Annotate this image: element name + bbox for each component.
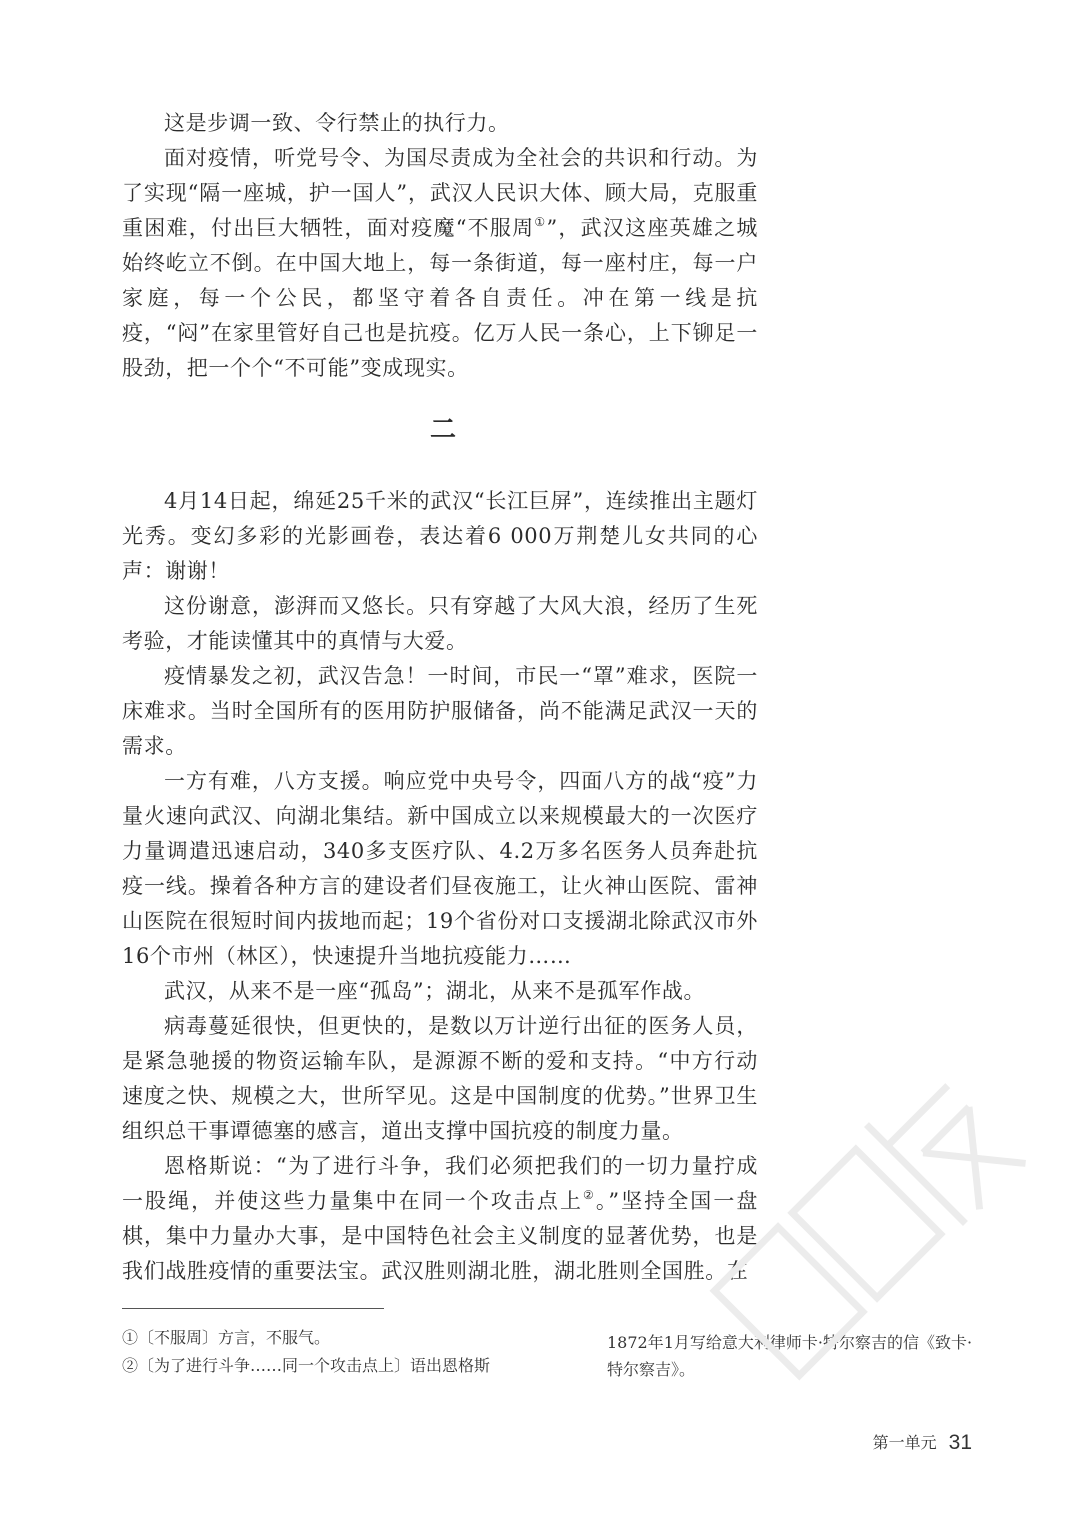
section-heading: 二 (429, 415, 456, 445)
paragraph-text: 面对疫情，听党号令、为国尽责成为全社会的共识和行动。为了实现“隔一座城，护一国人”，武汉人民识大体、顾大局，克服重重困难，付出巨大牺牲，面对疫魔“不服周 (122, 146, 758, 240)
footnote-2: ②〔为了进行斗争……同一个攻击点上〕语出恩格斯 (122, 1356, 491, 1375)
paragraph: 病毒蔓延很快，但更快的，是数以万计逆行出征的医务人员，是紧急驰援的物资运输车队，是源源不断的爱和支持。“中方行动速度之快、规模之大，世所罕见。这是中国制度的优势。”世界卫生组织总干事谭德塞的感言，道出支撑中国抗疫的制度力量。 (122, 1014, 758, 1143)
body-text-top (122, 106, 758, 386)
footnote-1: ①〔不服周〕方言，不服气。 (122, 1328, 331, 1347)
footnotes (122, 1324, 592, 1380)
page-number: 31 (948, 1431, 972, 1454)
paragraph: 4月14日起，绵延25千米的武汉“长江巨屏”，连续推出主题灯光秀。变幻多彩的光影画卷，表达着6 000万荆楚儿女共同的心声：谢谢！ (122, 489, 758, 583)
footnote-marker[interactable]: ② (583, 1188, 596, 1202)
paragraph: 疫情暴发之初，武汉告急！一时间，市民一“罩”难求，医院一床难求。当时全国所有的医用防护服储备，尚不能满足武汉一天的需求。 (122, 664, 758, 758)
page-footer (873, 1430, 972, 1455)
footnote-divider (122, 1308, 384, 1309)
footnote-marker[interactable]: ① (534, 215, 547, 229)
paragraph: 武汉，从来不是一座“孤岛”；湖北，从来不是孤军作战。 (164, 979, 706, 1003)
paragraph (122, 141, 758, 386)
paragraph-text: 恩格斯说：“为了进行斗争，我们必须把我们的一切力量拧成一股绳，并使这些力量集中在同一个攻击点上 (122, 1154, 758, 1213)
paragraph: 这份谢意，澎湃而又悠长。只有穿越了大风大浪，经历了生死考验，才能读懂其中的真情与大爱。 (122, 594, 758, 653)
paragraph (122, 1149, 758, 1289)
unit-label: 第一单元 (872, 1433, 937, 1452)
paragraph-text: 。”坚持全国一盘棋，集中力量办大事，是中国特色社会主义制度的显著优势，也是我们战胜疫情的重要法宝。武汉胜则湖北胜，湖北胜则全国胜。在 (122, 1189, 758, 1283)
body-text-bottom (122, 484, 758, 1289)
paragraph: 这是步调一致、令行禁止的执行力。 (164, 111, 510, 135)
paragraph: 一方有难，八方支援。响应党中央号令，四面八方的战“疫”力量火速向武汉、向湖北集结。新中国成立以来规模最大的一次医疗力量调遣迅速启动，340多支医疗队、4.2万多名医务人员奔赴抗疫一线。操着各种方言的建设者们昼夜施工，让火神山医院、雷神山医院在很短时间内拔地而起；19个省份对口支援湖北除武汉市外16个市州（林区），快速提升当地抗疫能力…… (122, 769, 758, 968)
paragraph-text: ”，武汉这座英雄之城始终屹立不倒。在中国大地上，每一条街道，每一座村庄，每一户家庭，每一个公民，都坚守着各自责任。冲在第一线是抗疫，“闷”在家里管好自己也是抗疫。亿万人民一条心，上下铆足一股劲，把一个个“不可能”变成现实。 (122, 216, 758, 380)
footnote-continuation: 1872年1月写给意大利律师卡·特尔察吉的信《致卡·特尔察吉》。 (607, 1333, 973, 1379)
